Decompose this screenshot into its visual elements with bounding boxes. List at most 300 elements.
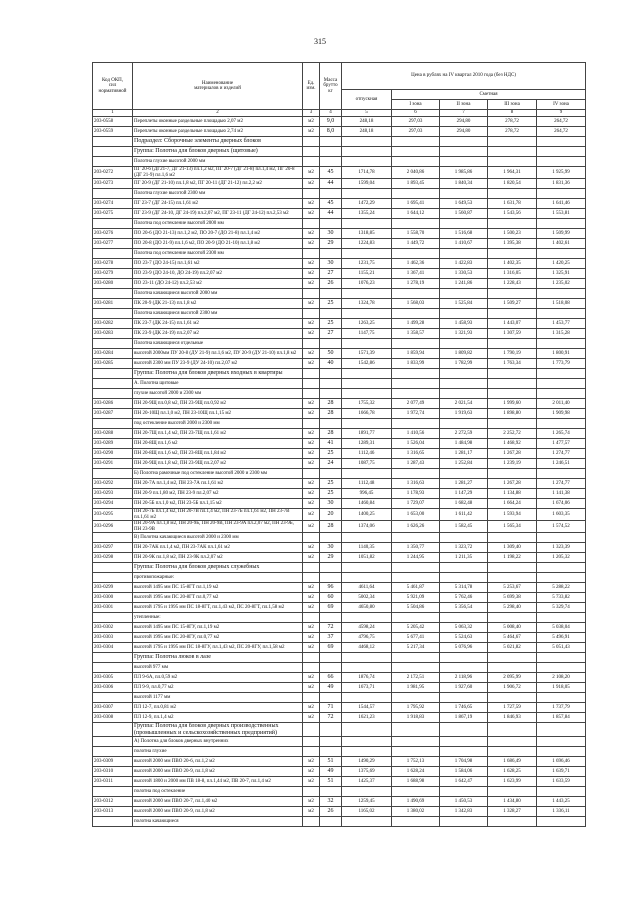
price-zone-1: 297,03 (392, 127, 440, 137)
col-index: 5 (342, 110, 392, 117)
blank-cell (488, 563, 537, 573)
col-index: 6 (392, 110, 440, 117)
item-code: 203-0287 (93, 409, 133, 419)
subheading: утепленные: (133, 613, 303, 623)
subheading-row (93, 157, 586, 167)
item-unit: м2 (303, 439, 320, 449)
table-row (93, 703, 586, 713)
item-name: ПН 20-7А пл.1,4 м2, ПН 23-7А пл.1,61 м2 (133, 479, 303, 489)
item-code: 203-0279 (93, 269, 133, 279)
blank-cell (488, 249, 537, 259)
price-zone-2: 1 746,65 (440, 703, 488, 713)
price-zone-4: 1 235,02 (537, 279, 586, 289)
blank-cell (440, 137, 488, 147)
item-mass: 24 (320, 459, 342, 469)
section-heading: Подраздел: Сборочные элементы дверных блоков (133, 137, 303, 147)
blank-cell (392, 219, 440, 229)
price-zone-1: 1 278,19 (392, 279, 440, 289)
price-zone-4: 1 509,99 (537, 229, 586, 239)
item-name: ПГ 20-6 (ДГ21-7, ДГ 21-13) пл.1,2 м2, ПГ 20-7 (ДГ 21-8) пл.1,4 м2, ПГ 20-8 (ДГ 21-9) пл.1,6 м2 (133, 167, 303, 179)
table-row (93, 279, 586, 289)
price-zone-2: 1 252,84 (440, 459, 488, 469)
blank-cell (537, 389, 586, 399)
price-zone-3: 1 631,78 (488, 199, 537, 209)
price-zone-4: 1 402,61 (537, 239, 586, 249)
blank-cell (342, 723, 392, 737)
price-wholesale: 1289,31 (342, 439, 392, 449)
blank-cell (392, 723, 440, 737)
item-unit: м2 (303, 299, 320, 309)
blank-cell (440, 693, 488, 703)
price-zone-2: 1 642,47 (440, 777, 488, 787)
blank-cell (303, 693, 320, 703)
wholesale-header: отпускная (342, 90, 392, 110)
blank-cell (303, 249, 320, 259)
blank-cell (320, 573, 342, 583)
price-zone-1: 1 316,63 (392, 479, 440, 489)
section-heading-row (93, 653, 586, 663)
blank-cell (303, 157, 320, 167)
blank-cell (440, 419, 488, 429)
price-zone-1: 1 644,12 (392, 209, 440, 219)
item-unit: м2 (303, 633, 320, 643)
blank-cell (93, 309, 133, 319)
blank-cell (303, 189, 320, 199)
price-zone-3: 1 565,34 (488, 521, 537, 533)
price-wholesale: 1231,75 (342, 259, 392, 269)
price-zone-4: 1 831,36 (537, 179, 586, 189)
item-code: 203-0307 (93, 703, 133, 713)
price-wholesale: 1263,25 (342, 319, 392, 329)
item-unit: м2 (303, 269, 320, 279)
price-zone-2: 1 422,83 (440, 259, 488, 269)
price-zone-1: 2 077,49 (392, 399, 440, 409)
blank-cell (320, 389, 342, 399)
price-zone-1: 1 752,13 (392, 757, 440, 767)
subheading-row (93, 219, 586, 229)
price-wholesale: 4611,64 (342, 583, 392, 593)
item-mass: 96 (320, 583, 342, 593)
blank-cell (537, 249, 586, 259)
item-mass: 25 (320, 319, 342, 329)
item-unit: м2 (303, 767, 320, 777)
price-zone-3: 1 228,43 (488, 279, 537, 289)
price-zone-4: 1 443,25 (537, 797, 586, 807)
table-row (93, 117, 586, 127)
blank-cell (488, 219, 537, 229)
price-zone-3: 1 198,22 (488, 553, 537, 563)
item-unit: м2 (303, 543, 320, 553)
item-name: высотой 1495 мм ПС 15-8ГТ пл.1,19 м2 (133, 583, 303, 593)
price-zone-3: 1 509,27 (488, 299, 537, 309)
item-mass: 28 (320, 521, 342, 533)
subheading: полотна качающиеся (133, 817, 303, 827)
price-zone-4: 1 553,81 (537, 209, 586, 219)
blank-cell (488, 653, 537, 663)
blank-cell (93, 747, 133, 757)
blank-cell (537, 747, 586, 757)
blank-cell (93, 379, 133, 389)
blank-cell (488, 137, 537, 147)
blank-cell (93, 563, 133, 573)
blank-cell (488, 787, 537, 797)
item-mass: 69 (320, 603, 342, 613)
price-zone-1: 1 918,83 (392, 713, 440, 723)
item-name: высотой 1995 мм ПС 20-8ГТ пл.0,77 м2 (133, 593, 303, 603)
blank-cell (392, 573, 440, 583)
blank-cell (537, 339, 586, 349)
item-unit: м2 (303, 329, 320, 339)
price-zone-1: 1 558,70 (392, 229, 440, 239)
item-mass: 51 (320, 757, 342, 767)
price-zone-4: 1 603,35 (537, 509, 586, 521)
price-wholesale: 1571,39 (342, 349, 392, 359)
price-zone-1: 1 178,93 (392, 489, 440, 499)
item-code: 203-0313 (93, 807, 133, 817)
item-name: высотой 1795 и 1995 мм ПС 18-8ГУ, пл.1,43 м2, ПС 20-8ГУ, пл.1,58 м2 (133, 643, 303, 653)
blank-cell (537, 379, 586, 389)
price-zone-3: 1 846,93 (488, 713, 537, 723)
price-zone-4: 1 633,59 (537, 777, 586, 787)
price-zone-4: 1 773,79 (537, 359, 586, 369)
table-row (93, 807, 586, 817)
item-name: ПН 20-9Щ пл.1,8 м2, ПН 23-9Щ пл.2,07 м2 (133, 459, 303, 469)
price-zone-1: 1 462,36 (392, 259, 440, 269)
price-zone-1: 1 358,57 (392, 329, 440, 339)
price-zone-1: 1 833,99 (392, 359, 440, 369)
item-name: ПН 20-10Щ пл.1,0 м2, ПН 23-10Щ пл.1,15 м2 (133, 409, 303, 419)
blank-cell (342, 249, 392, 259)
item-name: ПН 20-5Б пл.1,0 м2, ПН 23-5Б пл.1,15 м2 (133, 499, 303, 509)
blank-cell (320, 533, 342, 543)
blank-cell (440, 533, 488, 543)
price-zone-2: 5 063,32 (440, 623, 488, 633)
table-row (93, 449, 586, 459)
col-index: 3 (303, 110, 320, 117)
price-zone-1: 1 316,65 (392, 449, 440, 459)
subheading-row (93, 573, 586, 583)
item-mass: 45 (320, 167, 342, 179)
price-zone-4: 5 051,43 (537, 643, 586, 653)
prices-header: Цена в рублях на IV квартал 2010 года (без НДС) (342, 63, 586, 90)
blank-cell (537, 189, 586, 199)
price-zone-3: 1 402,35 (488, 259, 537, 269)
price-zone-2: 1 985,86 (440, 167, 488, 179)
blank-cell (342, 817, 392, 827)
price-wholesale: 4598,24 (342, 623, 392, 633)
price-zone-1: 2 040,86 (392, 167, 440, 179)
price-zone-2: 1 867,19 (440, 713, 488, 723)
section-heading-row (93, 563, 586, 573)
item-unit: м2 (303, 643, 320, 653)
blank-cell (93, 533, 133, 543)
item-code: 203-0275 (93, 209, 133, 219)
item-name: ПГ 23-7 (ДГ 24-15) пл.1,61 м2 (133, 199, 303, 209)
item-mass: 71 (320, 703, 342, 713)
subheading: полотна под остекление (133, 787, 303, 797)
blank-cell (303, 379, 320, 389)
blank-cell (488, 573, 537, 583)
price-wholesale: 1087,75 (342, 459, 392, 469)
item-mass: 25 (320, 449, 342, 459)
blank-cell (488, 693, 537, 703)
price-zone-2: 1 450,53 (440, 797, 488, 807)
price-zone-3: 1 328,27 (488, 807, 537, 817)
table-row (93, 499, 586, 509)
blank-cell (342, 379, 392, 389)
blank-cell (488, 369, 537, 379)
price-zone-3: 1 443,07 (488, 319, 537, 329)
table-row (93, 409, 586, 419)
blank-cell (342, 563, 392, 573)
item-mass: 40 (320, 359, 342, 369)
price-zone-2: 1 516,68 (440, 229, 488, 239)
item-name: высотой 2000 мм ПВО 20-6, пл.1,2 м2 (133, 757, 303, 767)
blank-cell (320, 147, 342, 157)
price-wholesale: 1599,04 (342, 179, 392, 189)
item-name: ПО 20-6 (ДО 21-13) пл.1,2 м2, ПО 20-7 (ДО 21-8) пл.1,4 м2 (133, 229, 303, 239)
blank-cell (440, 369, 488, 379)
item-code: 203-0277 (93, 239, 133, 249)
blank-cell (488, 737, 537, 747)
price-zone-2: 2 021,54 (440, 399, 488, 409)
item-code: 203-0297 (93, 543, 133, 553)
price-zone-2: 5 762,46 (440, 593, 488, 603)
item-mass: 37 (320, 633, 342, 643)
table-body (93, 117, 586, 827)
price-zone-4: 1 518,08 (537, 299, 586, 309)
item-code: 203-0308 (93, 713, 133, 723)
blank-cell (537, 219, 586, 229)
item-name: высотой 2000мм ПУ 20-8 (ДУ 21-9) пл.1,6 м2, ПУ 20-9 (ДУ 21-10) пл.1,8 м2 (133, 349, 303, 359)
item-name: ПГ 20-9 (ДГ 21-10) пл.1,8 м2, ПГ 20-11 (ДГ 21-12) пл.2,2 м2 (133, 179, 303, 189)
blank-cell (392, 693, 440, 703)
section-heading-row (93, 723, 586, 737)
blank-cell (537, 137, 586, 147)
item-mass: 51 (320, 777, 342, 787)
zone-3-header: III зона (488, 100, 537, 110)
price-zone-2: 5 356,54 (440, 603, 488, 613)
price-zone-3: 1 686,49 (488, 757, 537, 767)
price-zone-2: 5 314,78 (440, 583, 488, 593)
blank-cell (440, 339, 488, 349)
price-zone-1: 297,03 (392, 117, 440, 127)
blank-cell (320, 419, 342, 429)
blank-cell (537, 663, 586, 673)
blank-cell (303, 389, 320, 399)
item-name: ПН 20-9 пл.1,80 м2, ПН 23-9 пл.2,07 м2 (133, 489, 303, 499)
blank-cell (320, 563, 342, 573)
price-wholesale: 1165,02 (342, 807, 392, 817)
price-zone-4: 1 925,99 (537, 167, 586, 179)
price-zone-1: 1 410,56 (392, 429, 440, 439)
blank-cell (440, 147, 488, 157)
blank-cell (93, 653, 133, 663)
price-zone-3: 1 906,72 (488, 683, 537, 693)
item-mass: 25 (320, 489, 342, 499)
item-mass: 72 (320, 623, 342, 633)
price-zone-4: 1 857,84 (537, 713, 586, 723)
blank-cell (488, 533, 537, 543)
price-zone-1: 1 653,00 (392, 509, 440, 521)
price-wholesale: 1490,29 (342, 757, 392, 767)
subheading: противопожарные: (133, 573, 303, 583)
subheading-row (93, 289, 586, 299)
item-code: 203-0293 (93, 489, 133, 499)
price-zone-2: 1 281,17 (440, 449, 488, 459)
price-wholesale: 1876,74 (342, 673, 392, 683)
blank-cell (440, 787, 488, 797)
item-unit: м2 (303, 521, 320, 533)
price-wholesale: 1673,71 (342, 683, 392, 693)
price-zone-1: 1 287,43 (392, 459, 440, 469)
subheading: под остекление высотой 2000 и 2300 мм (133, 419, 303, 429)
item-unit: м2 (303, 499, 320, 509)
item-unit: м2 (303, 673, 320, 683)
price-wholesale: 1400,25 (342, 509, 392, 521)
item-name: Переплеты оконные раздельные площадью 2,74 м2 (133, 127, 303, 137)
price-zone-2: 1 560,87 (440, 209, 488, 219)
price-zone-2: 1 840,34 (440, 179, 488, 189)
subheading: А. Полотна щитовые (133, 379, 303, 389)
item-code: 203-0300 (93, 593, 133, 603)
item-code: 203-0303 (93, 633, 133, 643)
blank-cell (488, 189, 537, 199)
price-zone-4: 1 315,28 (537, 329, 586, 339)
price-wholesale: 5002,34 (342, 593, 392, 603)
price-wholesale: 4650,80 (342, 603, 392, 613)
price-zone-4: 1 574,52 (537, 521, 586, 533)
item-code: 203-0558 (93, 117, 133, 127)
blank-cell (303, 817, 320, 827)
table-row (93, 319, 586, 329)
price-zone-4: 1 323,39 (537, 543, 586, 553)
blank-cell (537, 469, 586, 479)
blank-cell (342, 419, 392, 429)
blank-cell (440, 219, 488, 229)
blank-cell (342, 339, 392, 349)
table-row (93, 757, 586, 767)
price-zone-4: 2 108,20 (537, 673, 586, 683)
price-zone-1: 1 981,95 (392, 683, 440, 693)
table-row (93, 199, 586, 209)
blank-cell (303, 747, 320, 757)
blank-cell (440, 663, 488, 673)
price-zone-3: 1 307,59 (488, 329, 537, 339)
price-zone-2: 1 321,93 (440, 329, 488, 339)
price-zone-2: 1 809,82 (440, 349, 488, 359)
col-index: 7 (440, 110, 488, 117)
price-zone-1: 1 695,41 (392, 199, 440, 209)
item-unit: м2 (303, 199, 320, 209)
item-name: ПЛ 9-6А, пл.0,59 м2 (133, 673, 303, 683)
item-code: 203-0296 (93, 521, 133, 533)
blank-cell (303, 147, 320, 157)
price-zone-2: 1 241,86 (440, 279, 488, 289)
price-zone-2: 1 211,35 (440, 553, 488, 563)
blank-cell (440, 189, 488, 199)
price-wholesale: 1224,83 (342, 239, 392, 249)
col-index: 8 (488, 110, 537, 117)
price-wholesale: 1155,21 (342, 269, 392, 279)
blank-cell (537, 573, 586, 583)
blank-cell (488, 723, 537, 737)
price-zone-4: 1 420,25 (537, 259, 586, 269)
blank-cell (537, 369, 586, 379)
blank-cell (488, 817, 537, 827)
price-wholesale: 1666,78 (342, 409, 392, 419)
blank-cell (440, 389, 488, 399)
item-unit: м2 (303, 683, 320, 693)
subheading: глухие высотой 2000 и 2300 мм (133, 389, 303, 399)
item-code: 203-0281 (93, 299, 133, 309)
item-name: ПО 23-9 (ДО 24-10, ДО 24-19) пл.2,07 м2 (133, 269, 303, 279)
blank-cell (392, 533, 440, 543)
price-zone-4: 1 674,06 (537, 499, 586, 509)
table-row (93, 269, 586, 279)
item-unit: м2 (303, 797, 320, 807)
blank-cell (392, 663, 440, 673)
item-unit: м2 (303, 167, 320, 179)
blank-cell (342, 787, 392, 797)
table-row (93, 259, 586, 269)
item-name: ПЛ 12-7, пл.0,81 м2 (133, 703, 303, 713)
blank-cell (93, 469, 133, 479)
blank-cell (93, 147, 133, 157)
item-unit: м2 (303, 409, 320, 419)
price-zone-4: 1 141,38 (537, 489, 586, 499)
blank-cell (537, 723, 586, 737)
col-index: 9 (537, 110, 586, 117)
price-zone-2: 1 525,84 (440, 299, 488, 309)
blank-cell (93, 157, 133, 167)
blank-cell (440, 289, 488, 299)
table-row (93, 767, 586, 777)
price-zone-1: 5 205,42 (392, 623, 440, 633)
blank-cell (342, 289, 392, 299)
price-zone-1: 1 244,95 (392, 553, 440, 563)
price-zone-2: 1 484,98 (440, 439, 488, 449)
item-name: ПО 20-8 (ДО 21-9) пл.1,6 м2, ПО 20-9 (ДО 21-10) пл.1,8 м2 (133, 239, 303, 249)
price-wholesale: 1714,78 (342, 167, 392, 179)
subheading-row (93, 737, 586, 747)
subheading-row (93, 249, 586, 259)
subheading: полотна глухие (133, 747, 303, 757)
item-mass: 69 (320, 643, 342, 653)
blank-cell (320, 613, 342, 623)
price-zone-1: 2 172,51 (392, 673, 440, 683)
price-wholesale: 1051,82 (342, 553, 392, 563)
item-code: 203-0311 (93, 777, 133, 787)
item-unit: м2 (303, 399, 320, 409)
blank-cell (303, 137, 320, 147)
blank-cell (440, 157, 488, 167)
subheading: Полотна глухие высотой 2000 мм (133, 157, 303, 167)
subheading-row (93, 787, 586, 797)
blank-cell (342, 469, 392, 479)
blank-cell (392, 249, 440, 259)
item-code: 203-0273 (93, 179, 133, 189)
item-name: ПН 20-9Щ пл.0,8 м2, ПН 23-9Щ пл.0,92 м2 (133, 399, 303, 409)
price-zone-3: 1 309,40 (488, 543, 537, 553)
table-row (93, 299, 586, 309)
item-mass: 28 (320, 409, 342, 419)
price-zone-3: 1 395,38 (488, 239, 537, 249)
price-zone-3: 1 434,80 (488, 797, 537, 807)
item-mass: 30 (320, 259, 342, 269)
blank-cell (488, 157, 537, 167)
blank-cell (93, 787, 133, 797)
